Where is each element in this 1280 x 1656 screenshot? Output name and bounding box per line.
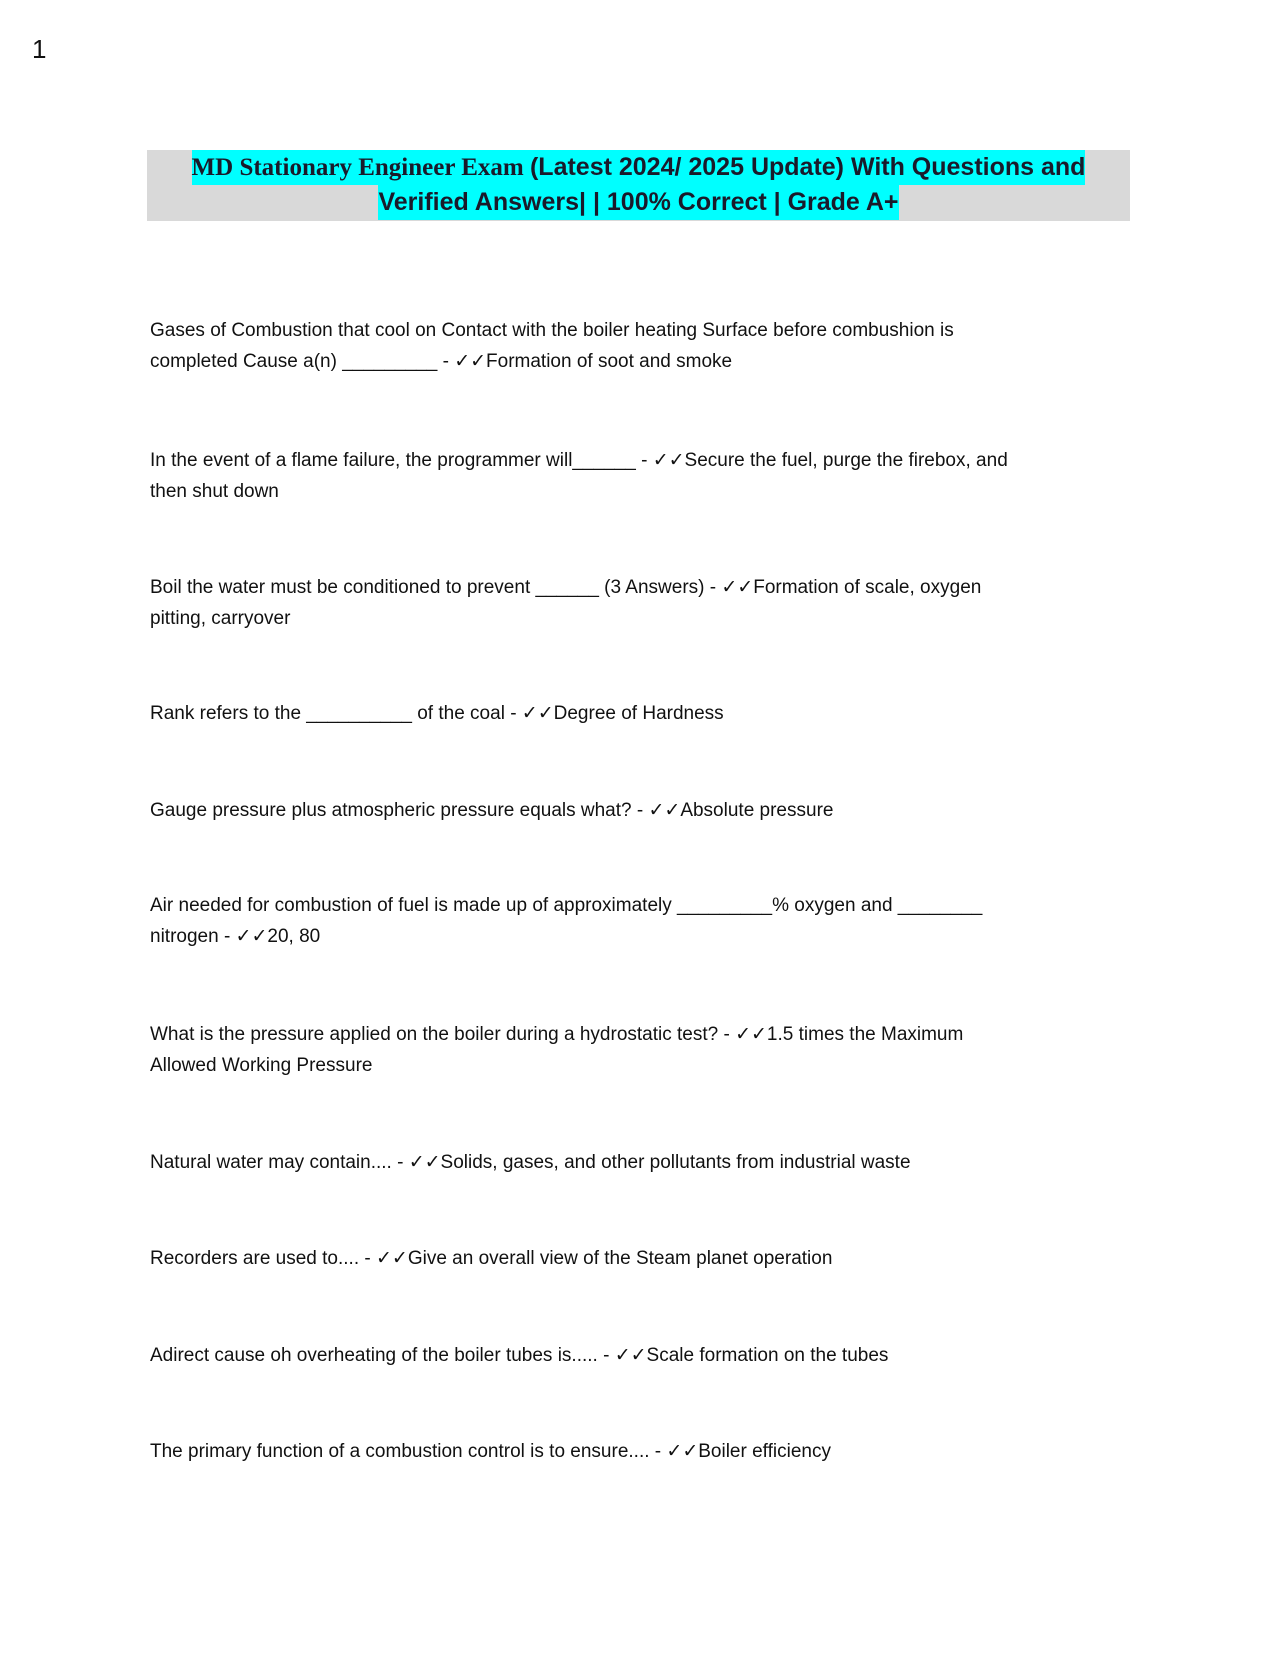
qa-line: Boil the water must be conditioned to prevent ______ (3 Answers) - ✓✓Formation of scale, oxygen <box>150 577 982 598</box>
title-line-1 <box>192 150 1086 185</box>
qa-line: Gauge pressure plus atmospheric pressure equals what? - ✓✓Absolute pressure <box>150 800 834 821</box>
page-number: 1 <box>32 34 47 64</box>
qa-line: Gases of Combustion that cool on Contact with the boiler heating Surface before combushion is <box>150 320 954 341</box>
title-serif-part: MD Stationary Engineer Exam <box>191 154 530 181</box>
qa-item <box>150 890 1150 952</box>
qa-line: nitrogen - ✓✓20, 80 <box>150 926 321 947</box>
qa-line: In the event of a flame failure, the programmer will______ - ✓✓Secure the fuel, purge the firebox, and <box>150 450 1008 471</box>
qa-line: Allowed Working Pressure <box>150 1055 373 1076</box>
qa-line: The primary function of a combustion control is to ensure.... - ✓✓Boiler efficiency <box>150 1441 831 1462</box>
qa-line: Recorders are used to.... - ✓✓Give an overall view of the Steam planet operation <box>150 1248 833 1269</box>
qa-item <box>150 1019 1150 1081</box>
qa-line: completed Cause a(n) _________ - ✓✓Formation of soot and smoke <box>150 351 733 372</box>
qa-item <box>150 1147 1150 1178</box>
title-line-2: Verified Answers| | 100% Correct | Grade A+ <box>378 185 898 220</box>
qa-line: Rank refers to the __________ of the coal - ✓✓Degree of Hardness <box>150 703 724 724</box>
qa-item <box>150 1340 1150 1371</box>
qa-item <box>150 572 1150 634</box>
qa-item <box>150 315 1150 377</box>
qa-line: Adirect cause oh overheating of the boiler tubes is..... - ✓✓Scale formation on the tubes <box>150 1345 889 1366</box>
qa-item <box>150 698 1150 729</box>
qa-line: pitting, carryover <box>150 608 291 629</box>
qa-item <box>150 795 1150 826</box>
title-rest-part: (Latest 2024/ 2025 Update) With Questions and <box>529 153 1086 181</box>
qa-item <box>150 1243 1150 1274</box>
qa-line: Natural water may contain.... - ✓✓Solids, gases, and other pollutants from industrial waste <box>150 1152 911 1173</box>
document-title <box>147 150 1130 221</box>
qa-item <box>150 445 1150 507</box>
qa-item <box>150 1436 1150 1467</box>
qa-line: then shut down <box>150 481 279 502</box>
qa-line: What is the pressure applied on the boiler during a hydrostatic test? - ✓✓1.5 times the Maximum <box>150 1024 964 1045</box>
qa-line: Air needed for combustion of fuel is made up of approximately _________% oxygen and ________ <box>150 895 983 916</box>
